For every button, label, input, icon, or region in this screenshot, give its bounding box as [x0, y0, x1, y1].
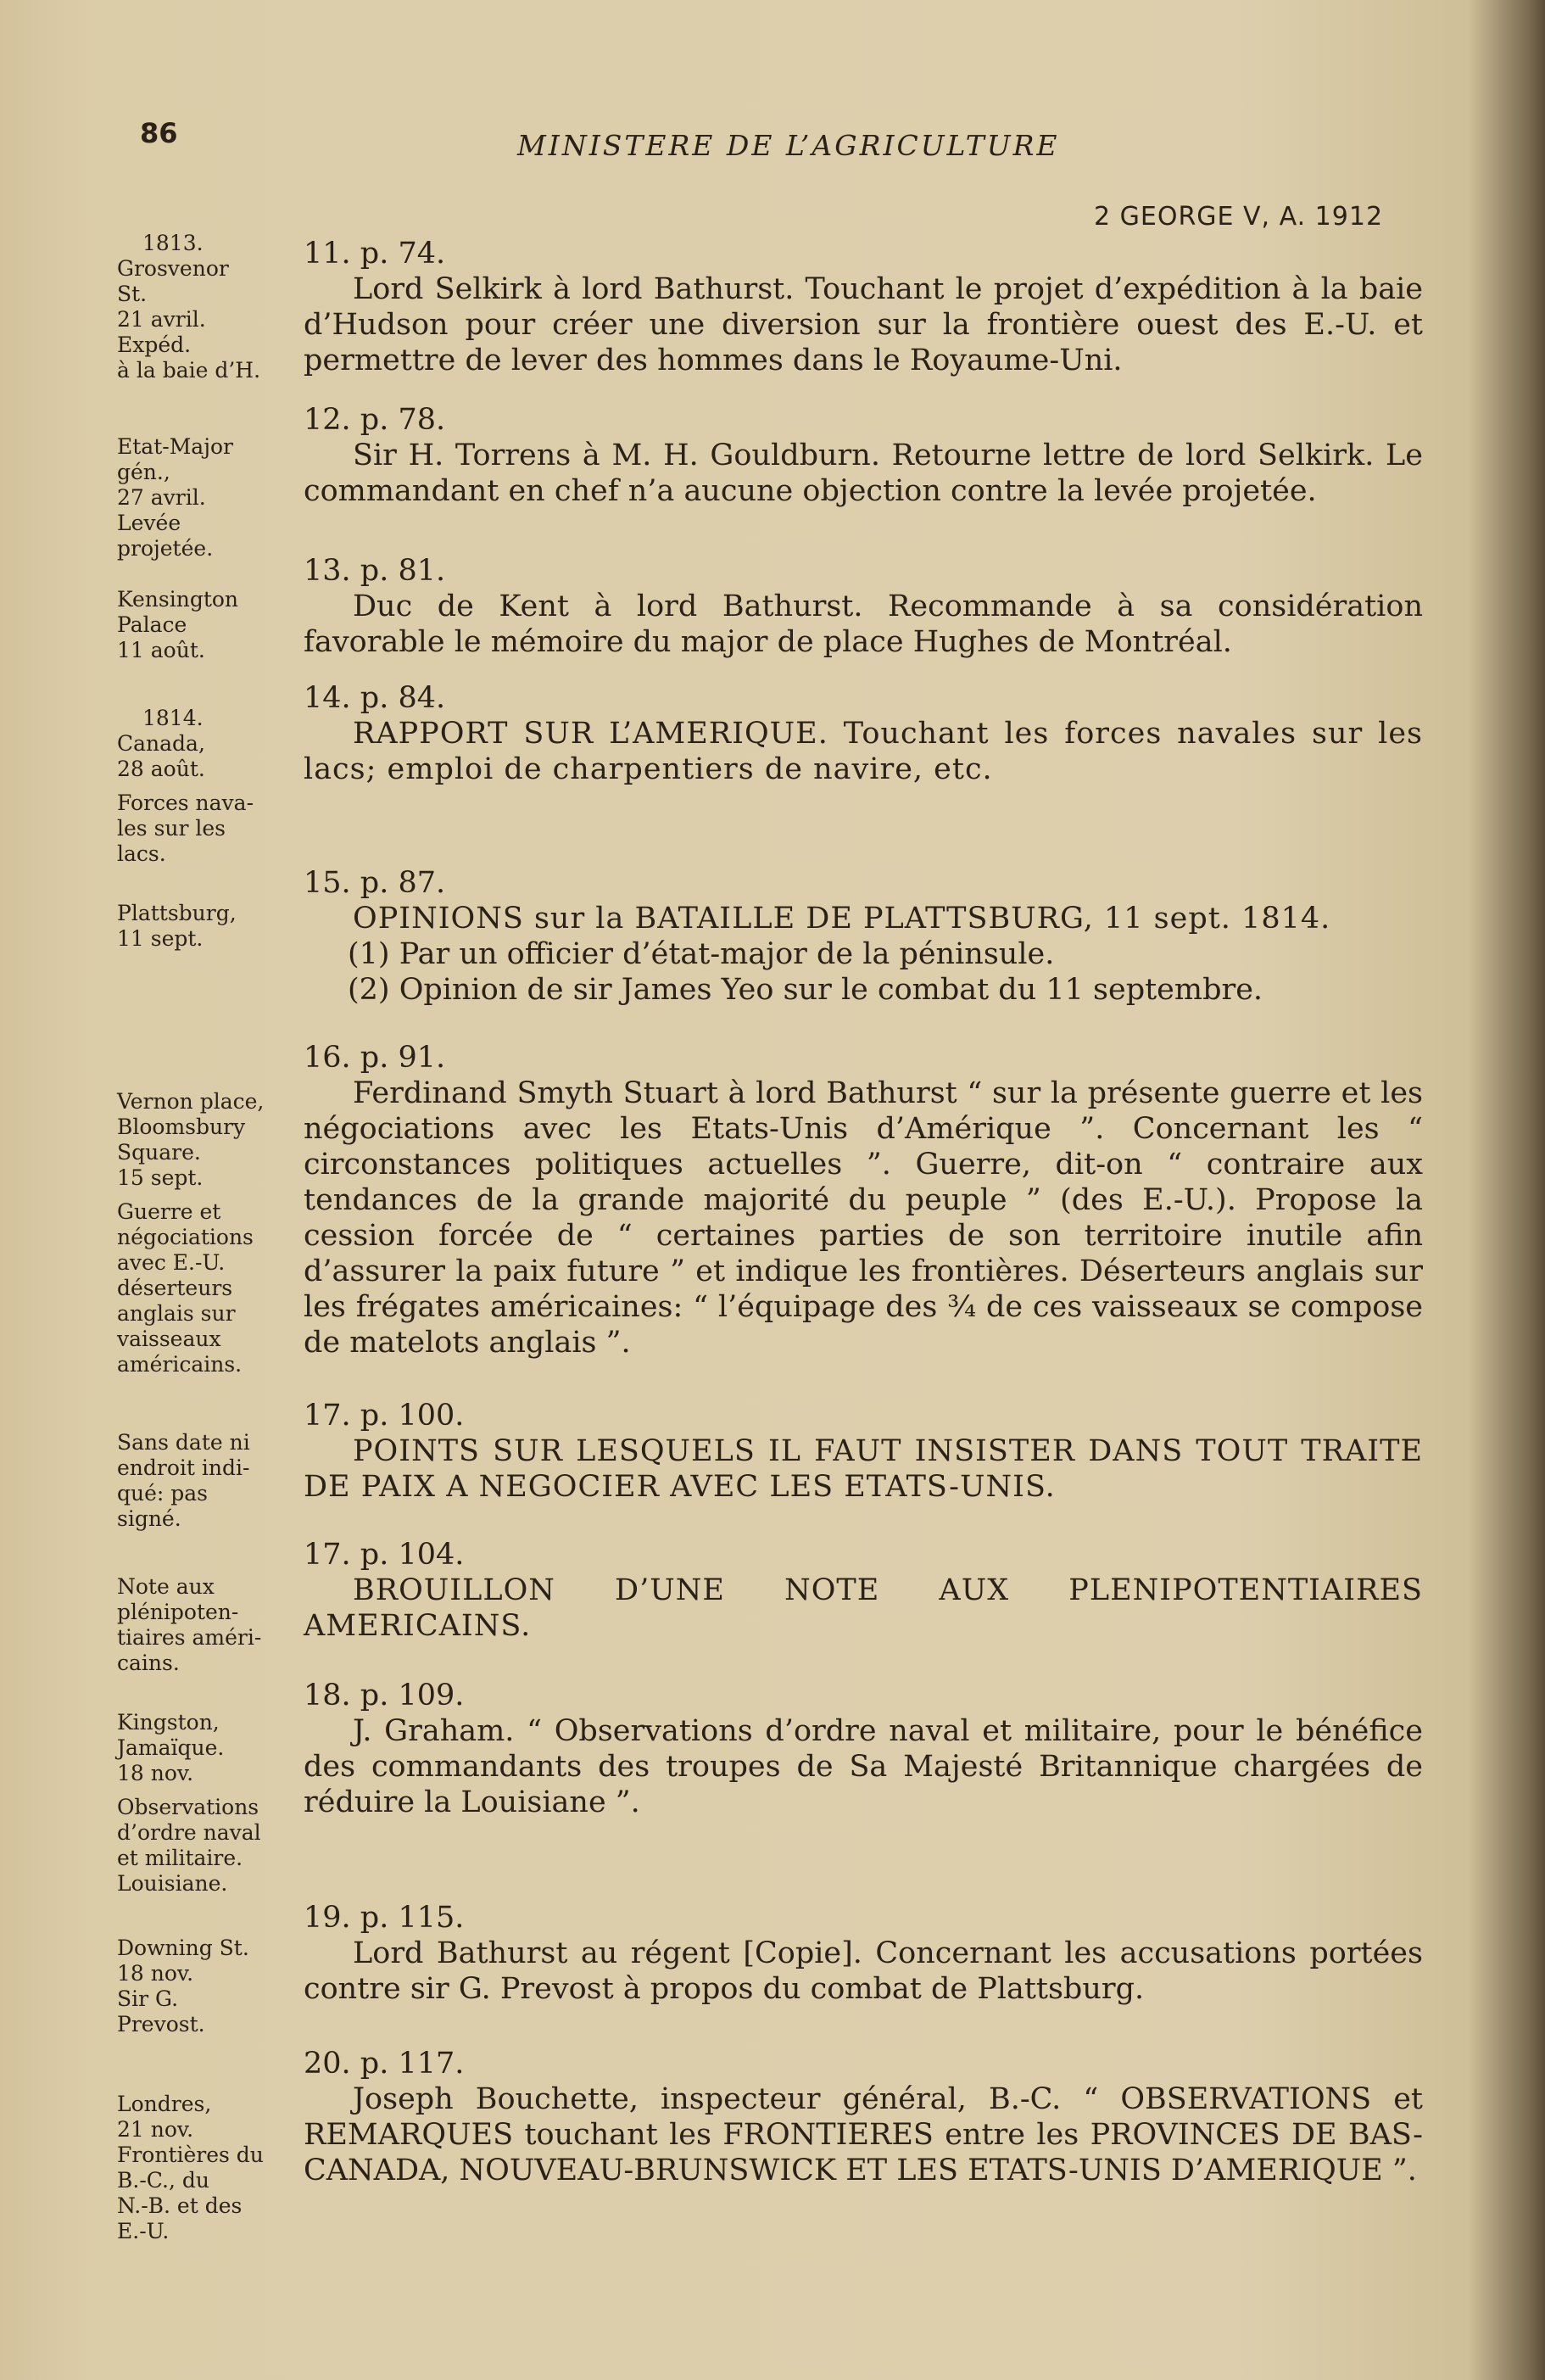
entry-ref: 20. p. 117.	[304, 2047, 465, 2081]
entry-16	[304, 1040, 1423, 1360]
entry-item: (2) Opinion de sir James Yeo sur le combat du 11 septembre.	[348, 973, 1263, 1007]
entry-18	[304, 1678, 1423, 1820]
entry-ref: 17. p. 104.	[304, 1538, 465, 1572]
margin-note: Etat-Major gén., 27 avril. Levée projetée.	[117, 434, 233, 561]
entry-12	[304, 402, 1423, 509]
running-head: MINISTERE DE L’AGRICULTURE	[517, 129, 1060, 162]
entry-ref: 19. p. 115.	[304, 1901, 465, 1935]
entry-ref: 18. p. 109.	[304, 1679, 465, 1712]
entry-text: POINTS SUR LESQUELS IL FAUT INSISTER DANS TOUT TRAITE DE PAIX A NEGOCIER AVEC LES ETATS-UNIS.	[304, 1434, 1423, 1504]
entry-text: OPINIONS sur la BATAILLE DE PLATTSBURG, 11 sept. 1814.	[353, 902, 1331, 936]
margin-note: Vernon place, Bloomsbury Square. 15 sept. Guerre et négociations avec E.-U. déserteurs anglais sur vaisseaux américains.	[117, 1089, 265, 1377]
entry-17a	[304, 1398, 1423, 1505]
margin-note: Londres, 21 nov. Frontières du B.-C., du N.-B. et des E.-U.	[117, 2092, 264, 2243]
entry-ref: 15. p. 87.	[304, 866, 446, 900]
entry-text: Sir H. Torrens à M. H. Gouldburn. Retourne lettre de lord Selkirk. Le commandant en chef n’a aucune objection contre la levée projetée.	[304, 439, 1423, 508]
margin-note: Note aux plénipoten- tiaires améri- cains.	[117, 1574, 262, 1675]
entry-ref: 12. p. 78.	[304, 403, 446, 437]
session-label: 2 GEORGE V, A. 1912	[1094, 202, 1384, 232]
entry-15	[304, 865, 1423, 1008]
entry-14	[304, 680, 1423, 787]
entry-text: Joseph Bouchette, inspecteur général, B.-C. “ OBSERVATIONS et REMARQUES touchant les FRONTIERES entre les PROVINCES DE BAS-CANADA, NOUVEAU-BRUNSWICK ET LES ETATS-UNIS D’AMERIQUE ”.	[304, 2082, 1423, 2187]
margin-note: Kensington Palace 11 août.	[117, 587, 239, 662]
entry-ref: 14. p. 84.	[304, 681, 446, 715]
entry-13	[304, 553, 1423, 660]
margin-note: Kingston, Jamaïque. 18 nov. Observations d’ordre naval et militaire. Louisiane.	[117, 1710, 261, 1896]
margin-note: 1813. Grosvenor St. 21 avril. Expéd. à la baie d’H.	[117, 231, 261, 383]
entry-text: Duc de Kent à lord Bathurst. Recommande à sa considération favorable le mémoire du major de place Hughes de Montréal.	[304, 589, 1423, 659]
entry-text: RAPPORT SUR L’AMERIQUE. Touchant les forces navales sur les lacs; emploi de charpentiers de navire, etc.	[304, 717, 1423, 786]
entry-ref: 16. p. 91.	[304, 1041, 446, 1075]
margin-note: 1814. Canada, 28 août. Forces nava- les sur les lacs.	[117, 706, 254, 866]
entry-text: BROUILLON D’UNE NOTE AUX PLENIPOTENTIAIRES AMERICAINS.	[304, 1573, 1423, 1643]
entry-text: Lord Selkirk à lord Bathurst. Touchant le projet d’expédition à la baie d’Hudson pour créer une diversion sur la frontière ouest des E.-U. et permettre de lever des hommes dans le Royaume-Uni.	[304, 272, 1423, 377]
entry-ref: 13. p. 81.	[304, 554, 446, 588]
entry-ref: 11. p. 74.	[304, 237, 446, 271]
entry-text: J. Graham. “ Observations d’ordre naval et militaire, pour le bénéfice des commandants des troupes de Sa Majesté Britannique chargées de réduire la Louisiane ”.	[304, 1714, 1423, 1819]
entry-17b	[304, 1537, 1423, 1644]
entry-text: Lord Bathurst au régent [Copie]. Concernant les accusations portées contre sir G. Prevost à propos du combat de Plattsburg.	[304, 1936, 1423, 2006]
page-number: 86	[140, 117, 178, 149]
entry-item: (1) Par un officier d’état-major de la péninsule.	[348, 937, 1055, 971]
margin-note: Sans date ni endroit indi- qué: pas signé.	[117, 1430, 250, 1531]
margin-note: Downing St. 18 nov. Sir G. Prevost.	[117, 1936, 249, 2036]
entry-19	[304, 1900, 1423, 2007]
margin-note: Plattsburg, 11 sept.	[117, 901, 237, 951]
entry-text: Ferdinand Smyth Stuart à lord Bathurst “ sur la présente guerre et les négociations avec les Etats-Unis d’Amérique ”. Concernant les “ circonstances politiques actuelles ”. Guerre, dit-on “ contraire aux tendances de la grande majorité du peuple ” (des E.-U.). Propose la cession forcée de “ certaines parties de son territoire inutile afin d’assurer la paix future ” et indique les frontières. Déserteurs anglais sur les frégates américaines: “ l’équipage des ¾ de ces vaisseaux se compose de matelots anglais ”.	[304, 1076, 1423, 1360]
entry-11	[304, 236, 1423, 378]
entry-ref: 17. p. 100.	[304, 1399, 465, 1433]
entry-20	[304, 2046, 1423, 2188]
